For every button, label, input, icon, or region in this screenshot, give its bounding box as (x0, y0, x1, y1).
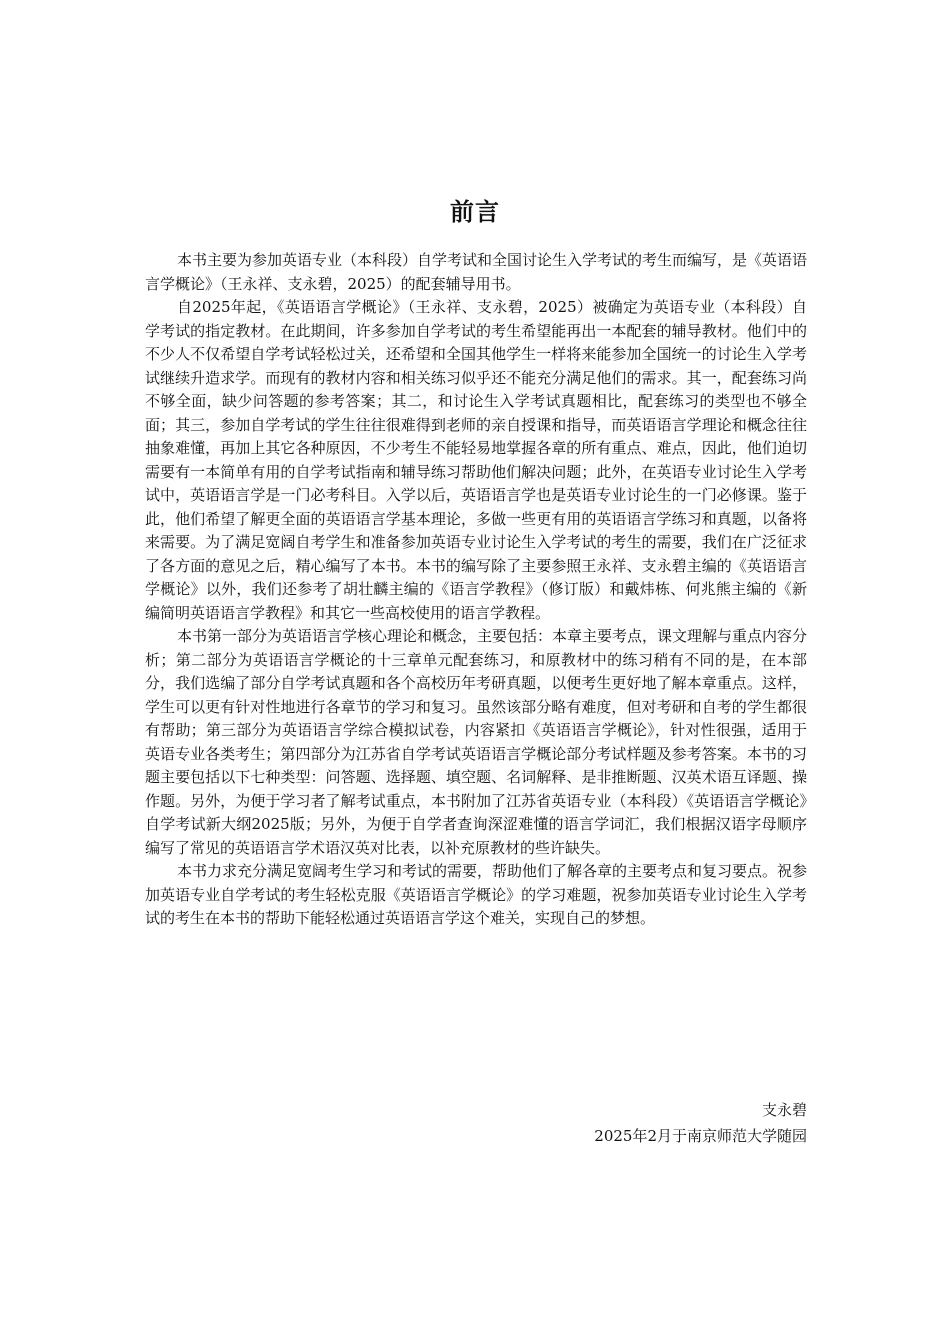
signature-date-place: 2025年2月于南京师范大学随园 (594, 1127, 807, 1145)
paragraph-4: 本书力求充分满足宽阔考生学习和考试的需要，帮助他们了解各章的主要考点和复习要点。祝参加英语专业自学考试的考生轻松克服《英语语言学概论》的学习难题，祝参加英语专业讨论生入学考试的考生在本书的帮助下能轻松通过英语语言学这个难关，实现自己的梦想。 (145, 862, 808, 927)
signature-author: 支永碧 (761, 1101, 807, 1119)
signature-block (594, 1097, 807, 1149)
page-title: 前言 (450, 197, 500, 226)
preface-body (145, 249, 807, 931)
paragraph-1: 本书主要为参加英语专业（本科段）自学考试和全国讨论生入学考试的考生而编写，是《英语语言学概论》（王永祥、支永碧，2025）的配套辅导用书。 (145, 251, 808, 293)
paragraph-2: 自2025年起，《英语语言学概论》（王永祥、支永碧，2025）被确定为英语专业（本科段）自学考试的指定教材。在此期间，许多参加自学考试的考生希望能再出一本配套的辅导教材。他们中的不少人不仅希望自学考试轻松过关，还希望和全国其他学生一样将来能参加全国统一的讨论生入学考试继续升造求学。而现有的教材内容和相关练习似乎还不能充分满足他们的需求。其一，配套练习尚不够全面，缺少问答题的参考答案；其二，和讨论生入学考试真题相比，配套练习的类型也不够全面；其三，参加自学考试的学生往往很难得到老师的亲自授课和指导，而英语语言学理论和概念往往抽象难懂，再加上其它各种原因，不少考生不能轻易地掌握各章的所有重点、难点，因此，他们迫切需要有一本简单有用的自学考试指南和辅导练习帮助他们解决问题；此外，在英语专业讨论生入学考试中，英语语言学是一门必考科目。入学以后，英语语言学也是英语专业讨论生的一门必修课。鉴于此，他们希望了解更全面的英语语言学基本理论，多做一些更有用的英语语言学练习和真题，以备将来需要。为了满足宽阔自考学生和准备参加英语专业讨论生入学考试的考生的需要，我们在广泛征求了各方面的意见之后，精心编写了本书。本书的编写除了主要参照王永祥、支永碧主编的《英语语言学概论》以外，我们还参考了胡壮麟主编的《语言学教程》（修订版）和戴炜栋、何兆熊主编的《新编简明英语语言学教程》和其它一些高校使用的语言学教程。 (145, 298, 807, 622)
paragraph-3: 本书第一部分为英语语言学核心理论和概念，主要包括：本章主要考点，课文理解与重点内容分析；第二部分为英语语言学概论的十三章单元配套练习，和原教材中的练习稍有不同的是，在本部分，我们选编了部分自学考试真题和各个高校历年考研真题，以便考生更好地了解本章重点。这样，学生可以更有针对性地进行各章节的学习和复习。虽然该部分略有难度，但对考研和自考的学生都很有帮助；第三部分为英语语言学综合模拟试卷，内容紧扣《英语语言学概论》，针对性很强，适用于英语专业各类考生；第四部分为江苏省自学考试英语语言学概论部分考试样题及参考答案。本书的习题主要包括以下七种类型：问答题、选择题、填空题、名词解释、是非推断题、汉英术语互译题、操作题。另外，为便于学习者了解考试重点，本书附加了江苏省英语专业（本科段）《英语语言学概论》自学考试新大纲2025版；另外，为便于自学者查询深涩难懂的语言学词汇，我们根据汉语字母顺序编写了常见的英语语言学术语汉英对比表，以补充原教材的些许缺失。 (145, 627, 808, 857)
